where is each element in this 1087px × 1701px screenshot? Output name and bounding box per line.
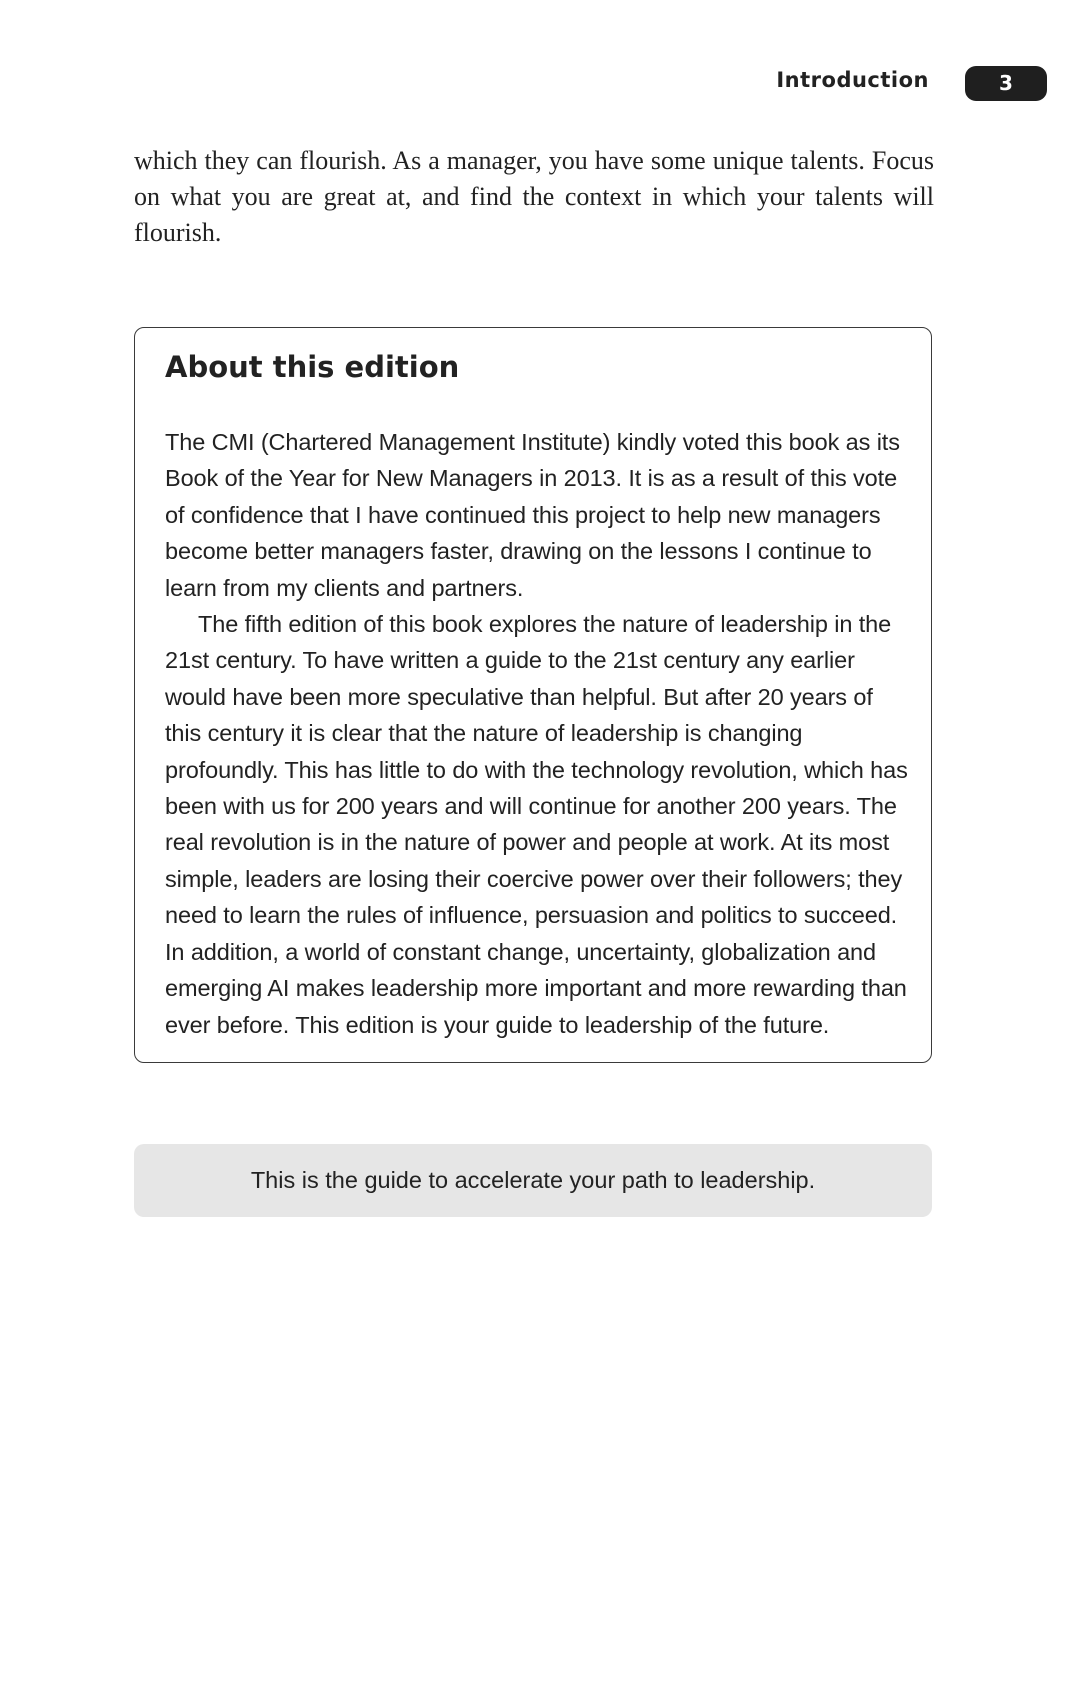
running-head (0, 66, 1087, 102)
intro-paragraph: which they can flourish. As a manager, you have some unique talents. Focus on what you are great at, and find the context in which your talents will flourish. (134, 146, 934, 247)
page-number: 3 (965, 66, 1047, 101)
box-paragraph: The CMI (Chartered Management Institute) kindly voted this book as its Book of the Year for New Managers in 2013. It is as a result of this vote of confidence that I have continued this project to help new managers become better managers faster, drawing on the lessons I continue to learn from my clients and partners. (165, 429, 900, 601)
section-title: Introduction (776, 68, 929, 92)
callout-banner: This is the guide to accelerate your path to leadership. (134, 1144, 932, 1217)
box-heading: About this edition (165, 350, 460, 384)
box-paragraph: The fifth edition of this book explores the nature of leadership in the 21st century. To have written a guide to the 21st century any earlier would have been more speculative than helpful. But after 20 years of this century it is clear that the nature of leadership is changing profoundly. This has little to do with the technology revolution, which has been with us for 200 years and will continue for another 200 years. The real revolution is in the nature of power and people at work. At its most simple, leaders are losing their coercive power over their followers; they need to learn the rules of influence, persuasion and politics to succeed. In addition, a world of constant change, uncertainty, globalization and emerging AI makes leadership more important and more rewarding than ever before. This edition is your guide to leadership of the future. (165, 611, 908, 1038)
about-edition-box (134, 327, 932, 1063)
box-body (165, 424, 910, 1043)
